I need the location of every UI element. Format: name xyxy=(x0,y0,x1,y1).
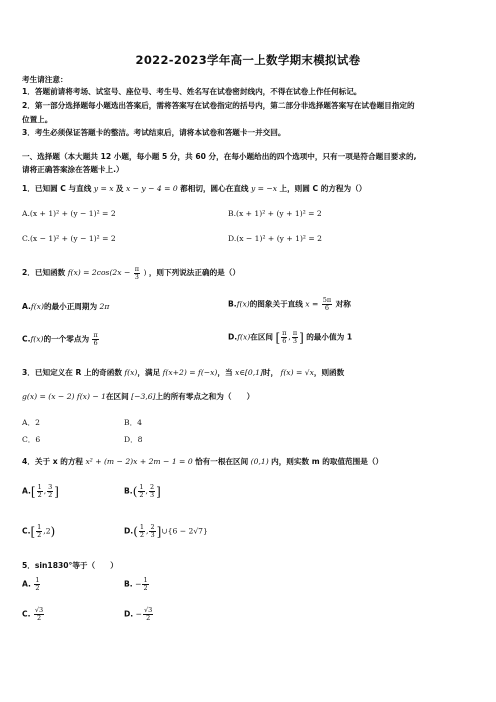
notice-item-2-cont: 位置上。 xyxy=(22,115,53,124)
q1-eq2: x − y − 4 = 0 xyxy=(125,184,178,193)
section-heading: 一、选择题（本大题共 12 小题，每小题 5 分，共 60 分，在每小题给出的四个选项中，只有一项是符合题目要求的, xyxy=(22,152,417,161)
q1-label: 1．已知圆 C 与直线 xyxy=(22,184,92,193)
q2-func: f(x) = 2cos(2x − xyxy=(67,268,131,277)
q2-label: 2．已知函数 xyxy=(22,268,66,277)
q3-option-a: A．2 xyxy=(22,418,40,427)
q5-option-d: D. − $\frac{√3}{2}$ xyxy=(124,606,153,622)
q1-option-c: C.(x − 1)² + (y − 1)² = 2 xyxy=(22,234,116,243)
notice-item-3: 3．考生必须保证答题卡的整洁。考试结束后，请将本试卷和答题卡一并交回。 xyxy=(22,128,286,137)
question-4: 4．关于 x 的方程 x² + (m − 2)x + 2m − 1 = 0 恰有一根在区间 (0,1) 内，则实数 m 的取值范围是（） xyxy=(22,457,384,466)
notice-item-2: 2．第一部分选择题每小题选出答案后，需将答案写在试卷指定的括号内，第二部分非选择题答案写在试卷题目指定的 xyxy=(22,101,415,110)
q1-option-b: B.(x + 1)² + (y + 1)² = 2 xyxy=(228,209,322,218)
question-3-cont: g(x) = (x − 2) f(x) − 1在区间 [−3,6]上的所有零点之和为（ ） xyxy=(22,392,255,401)
q1-mid2: 都相切，圆心在直线 xyxy=(180,184,249,193)
q3-option-c: C．6 xyxy=(22,435,41,444)
q4-option-d: D.( $\frac{1}{2}$ , $\frac{2}{3}$ ]∪{6 − 2√7} xyxy=(124,523,208,539)
q3-option-b: B．4 xyxy=(124,418,143,427)
q5-option-a: A. $\frac{1}{2}$ xyxy=(22,576,40,592)
q2-option-a: A.f(x)的最小正周期为 2π xyxy=(22,302,110,311)
q1-tail: 上，则圆 C 的方程为（） xyxy=(279,184,367,193)
q2-option-d: D.f(x)在区间 [ $\frac{\pi}{6}$ , $\frac{\pi}{3}$ ] 的最小值为 1 xyxy=(228,329,353,345)
page-title: 2022-2023学年高一上数学期末模拟试卷 xyxy=(135,53,361,67)
q1-eq3: y = −x xyxy=(250,184,278,193)
notice-heading: 考生请注意： xyxy=(22,75,68,84)
question-2 xyxy=(22,264,240,282)
question-1 xyxy=(22,183,366,195)
q1-option-a: A.(x + 1)² + (y − 1)² = 2 xyxy=(22,209,116,218)
question-3: 3．已知定义在 R 上的奇函数 f(x)，满足 f(x+2) = f(−x)，当 x∈[0,1]时， f(x) = √x，则函数 xyxy=(22,368,345,377)
q4-option-b: B.( $\frac{1}{2}$ , $\frac{2}{3}$ ] xyxy=(124,483,161,499)
q5-option-b: B. − $\frac{1}{2}$ xyxy=(124,576,148,592)
q3-option-d: D．8 xyxy=(124,435,143,444)
q5-option-c: C. $\frac{√3}{2}$ xyxy=(22,606,44,622)
q1-mid: 及 xyxy=(115,184,124,193)
q2-close: ) xyxy=(143,268,147,277)
q1-option-d: D.(x − 1)² + (y + 1)² = 2 xyxy=(228,234,322,243)
section-heading-cont: 请将正确答案涂在答题卡上.） xyxy=(22,165,124,174)
q2-option-c: C.f(x)的一个零点为 $\frac{\pi}{6}$ xyxy=(22,331,98,347)
q4-option-a: A.[ $\frac{1}{2}$ , $\frac{3}{2}$ ] xyxy=(22,483,59,499)
q2-fraction: $\frac{\pi}{3}$ xyxy=(134,264,140,281)
q4-option-c: C.[ $\frac{1}{2}$ ,2) xyxy=(22,523,56,539)
q2-tail: ，则下列说法正确的是（） xyxy=(148,268,240,277)
question-5: 5．sin1830°等于（ ） xyxy=(22,561,118,570)
q1-eq1: y = x xyxy=(93,184,114,193)
q2-option-b: B.f(x)的图象关于直线 x = $\frac{5\pi}{6}$ 对称 xyxy=(228,296,351,312)
notice-item-1: 1．答题前请将考场、试室号、座位号、考生号、姓名写在试卷密封线内，不得在试卷上作任何标记。 xyxy=(22,87,362,96)
